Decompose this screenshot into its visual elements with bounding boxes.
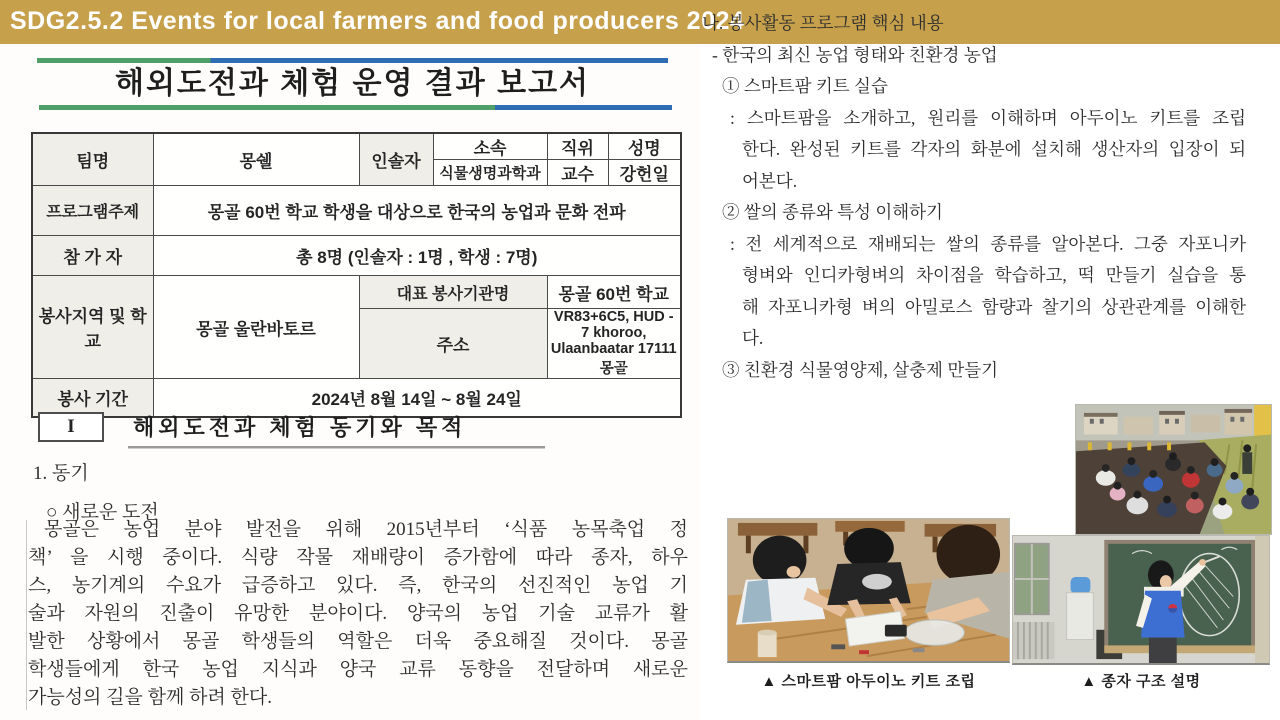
leader-label: 인솔자: [359, 133, 433, 186]
rcol-item-1-body: : 스마트팜을 소개하고, 원리를 이해하며 아두이노 키트를 조립: [730, 107, 1246, 128]
rcol-heading: 나. 봉사활동 프로그램 핵심 내용: [702, 13, 944, 33]
field-photo-illustration: [1076, 405, 1271, 534]
topic-label: 프로그램주제: [32, 186, 153, 236]
affiliation-header: 소속: [433, 133, 547, 160]
section-heading: 해외도전과 체험 동기와 목적: [133, 415, 467, 440]
name-value: 강헌일: [608, 160, 681, 186]
rcol-item-2-body: 형벼와 인디카형벼의 차이점을 학습하고, 떡 만들기 실습을 통: [742, 265, 1246, 285]
rcol-subheading: - 한국의 최신 농업 형태와 친환경 농업: [712, 44, 998, 65]
participants-value: 총 8명 (인솔자 : 1명 , 학생 : 7명): [153, 236, 681, 276]
table-row: [32, 133, 681, 160]
photo-field-planting: [1075, 404, 1272, 535]
photo-arduino-kit-assembly: [727, 518, 1010, 663]
scan-edge-line: [26, 520, 27, 710]
report-title: 해외도전과 체험 운영 결과 보고서: [114, 67, 591, 100]
participants-label: 참 가 자: [32, 236, 153, 276]
paragraph-line: 술과 자원의 진출이 유망한 분야이다. 양국의 농업 기술 교류가 활: [28, 603, 688, 624]
team-label: 팀명: [32, 133, 153, 186]
region-label: 봉사지역 및 학교: [32, 276, 153, 379]
paragraph-line: 가능성의 길을 함께 하려 한다.: [28, 687, 272, 708]
table-row: [32, 276, 681, 309]
subitem-new-challenge: ○ 새로운 도전: [46, 502, 159, 523]
period-label: 봉사 기간: [32, 379, 153, 417]
region-value: 몽골 울란바토르: [153, 276, 359, 379]
addr-label: 주소: [359, 309, 547, 379]
table-row: [32, 236, 681, 276]
program-core-content: [702, 8, 1246, 386]
motive-paragraph: [28, 516, 688, 712]
rcol-item-1-body: 한다. 완성된 키트를 각자의 화분에 설치해 생산자의 입장이 되: [742, 139, 1246, 159]
section-numeral-box: I: [38, 412, 104, 442]
classroom-photo-illustration: [728, 519, 1009, 661]
rcol-item-3-title: ③ 친환경 식물영양제, 살충제 만들기: [722, 359, 999, 380]
scanned-report-page: [0, 44, 700, 720]
photo-caption-arduino: ▲ 스마트팜 아두이노 키트 조립: [761, 673, 976, 690]
photo-seed-structure-lecture: [1012, 535, 1270, 665]
org-label: 대표 봉사기관명: [359, 276, 547, 309]
paragraph-line: 학생들에게 한국 농업 지식과 양국 교류 동향을 전달하며 새로운: [28, 659, 688, 680]
affiliation-value: 식물생명과학과: [433, 160, 547, 186]
topic-value: 몽골 60번 학교 학생을 대상으로 한국의 농업과 문화 전파: [153, 186, 681, 236]
name-header: 성명: [608, 133, 681, 160]
paragraph-line: 책’ 을 시행 중이다. 식량 작물 재배량이 증가함에 따라 종자, 하우: [28, 547, 688, 568]
title-rule-bottom: [39, 105, 672, 110]
addr-value: VR83+6C5, HUD - 7 khoroo, Ulaanbaatar 17111 몽골: [547, 309, 681, 379]
table-row: [32, 186, 681, 236]
rcol-item-1-body: 어본다.: [742, 170, 798, 191]
report-info-table: [31, 132, 682, 418]
chalkboard-photo-illustration: [1013, 536, 1269, 663]
paragraph-line: 발한 상황에서 몽골 학생들의 역할은 더욱 중요해질 것이다. 몽골: [28, 631, 688, 652]
rcol-item-2-body: 다.: [742, 328, 764, 348]
slide-title: SDG2.5.2 Events for local farmers and food producers 2024: [10, 7, 745, 35]
motive-label: 1. 동기: [33, 463, 89, 484]
rcol-item-2-title: ② 쌀의 종류와 특성 이해하기: [722, 202, 943, 222]
team-value: 몽쉘: [153, 133, 359, 186]
paragraph-line: 몽골은 농업 분야 발전을 위해 2015년부터 ‘식품 농목축업 정: [44, 519, 688, 540]
period-value: 2024년 8월 14일 ~ 8월 24일: [153, 379, 681, 417]
rcol-item-2-body: 해 자포니카형 벼의 아밀로스 함량과 찰기의 상관관계를 이해한: [742, 296, 1246, 317]
rcol-item-2-body: : 전 세계적으로 재배되는 쌀의 종류를 알아본다. 그중 자포니카: [730, 233, 1246, 254]
position-header: 직위: [547, 133, 608, 160]
section-heading-underline: [128, 446, 545, 449]
org-value: 몽골 60번 학교: [547, 276, 681, 309]
position-value: 교수: [547, 160, 608, 186]
paragraph-line: 스, 농기계의 수요가 급증하고 있다. 즉, 한국의 선진적인 농업 기: [28, 575, 688, 596]
rcol-item-1-title: ① 스마트팜 키트 실습: [722, 76, 888, 96]
photo-caption-seed: ▲ 종자 구조 설명: [1081, 673, 1201, 690]
